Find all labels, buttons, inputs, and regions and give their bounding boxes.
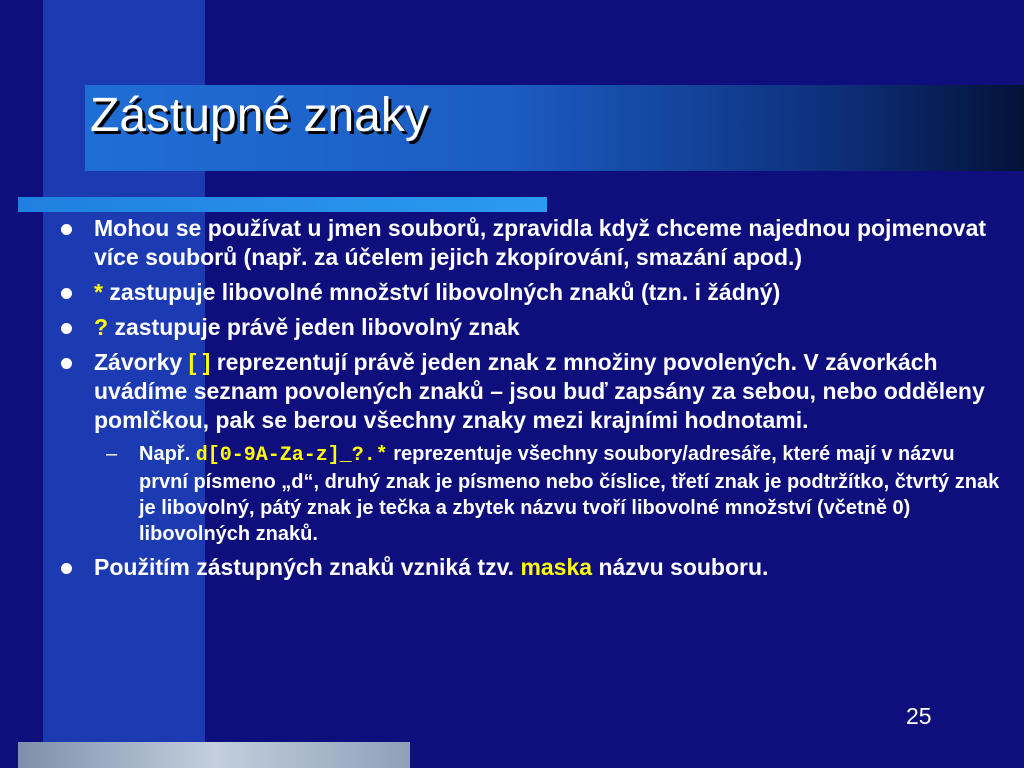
sub-bullet-list (94, 441, 1003, 547)
bullet-dot-icon (61, 288, 72, 299)
bullet-dot-icon (61, 323, 72, 334)
title-underline (18, 197, 547, 212)
page-number: 25 (906, 703, 932, 729)
bullet-item-mask (58, 553, 1003, 582)
bullet-dot-icon (61, 358, 72, 369)
example-prefix: Např. (139, 443, 196, 465)
wildcard-brackets: [ ] (188, 349, 211, 375)
bottom-decor-bar (18, 742, 410, 768)
bullet-text: zastupuje libovolné množství libovolných znaků (tzn. i žádný) (102, 279, 781, 305)
bullet-dot-icon (61, 563, 72, 574)
bullet-prefix: Závorky (94, 349, 189, 375)
bullet-text: zastupuje právě jeden libovolný znak (108, 314, 520, 340)
example-code: d[0-9A-Za-z]_?.* (195, 444, 388, 467)
bullet-text: Mohou se používat u jmen souborů, zpravidla když chceme najednou pojmenovat více souborů (např. za účelem jejich zkopírování, smazání apod.) (94, 215, 987, 270)
sub-bullet-example (94, 441, 1003, 547)
bullet-text: názvu souboru. (592, 554, 769, 580)
mask-keyword: maska (520, 554, 593, 580)
example-text: reprezentuje všechny soubory/adresáře, které mají v názvu první písmeno „d“, druhý znak je písmeno nebo číslice, třetí znak je podtržítko, čtvrtý znak je libovolný, pátý znak je tečka a zbytek názvu tvoří libovolné množství (včetně 0) libovolných znaků. (139, 443, 1000, 545)
bullet-dot-icon (61, 224, 72, 235)
wildcard-question: ? (94, 314, 109, 340)
bullet-item-brackets (58, 348, 1003, 547)
bullet-item-usage (58, 214, 1003, 272)
bullet-prefix: Použitím zástupných znaků vzniká tzv. (94, 554, 521, 580)
dash-marker: – (106, 443, 118, 465)
slide-title: Zástupné znaky (90, 89, 429, 142)
bullet-list (58, 214, 1003, 582)
bullet-item-asterisk (58, 278, 1003, 307)
bullet-text: reprezentují právě jeden znak z množiny povolených. V závorkách uvádíme seznam povolených znaků – jsou buď zapsány za sebou, nebo odděleny pomlčkou, pak se berou všechny znaky mezi krajními hodnotami. (94, 349, 985, 433)
slide-content (58, 214, 1003, 588)
bullet-item-question (58, 313, 1003, 342)
wildcard-asterisk: * (94, 279, 103, 305)
